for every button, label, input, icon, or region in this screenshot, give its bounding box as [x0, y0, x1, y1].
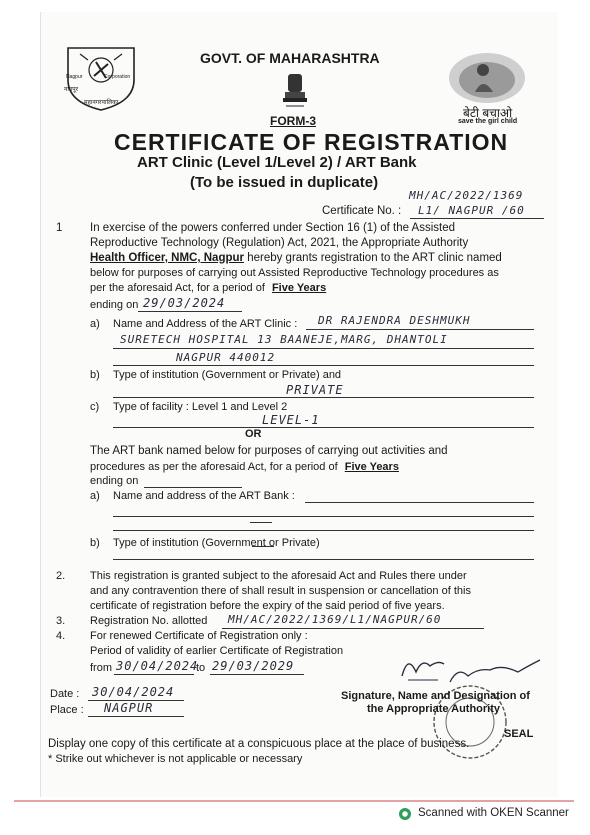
duplicate-note: (To be issued in duplicate)	[190, 174, 379, 191]
to-date: 29/03/2029	[212, 659, 295, 673]
clinic-address-underline-2	[113, 365, 534, 366]
authority-name: Health Officer, NMC, Nagpur	[90, 252, 244, 264]
ashoka-emblem-icon	[280, 70, 310, 112]
certificate-title: CERTIFICATE OF REGISTRATION	[114, 129, 509, 155]
facility-c-text: Type of facility : Level 1 and Level 2	[113, 401, 288, 413]
clinic-a-text: Name and Address of the ART Clinic :	[113, 318, 298, 330]
item1-line5	[90, 282, 326, 294]
period-prefix: per the aforesaid Act, for a period of	[90, 282, 265, 294]
clinic-address-underline-1	[113, 348, 534, 349]
certificate-no-line1: MH/AC/2022/1369	[409, 189, 524, 202]
date-value: 30/04/2024	[92, 685, 175, 699]
bank-a-text: Name and address of the ART Bank :	[113, 490, 295, 502]
institution-b-text: Type of institution (Government or Private) and	[113, 369, 342, 381]
ending-underline	[138, 311, 242, 312]
period-value: Five Years	[271, 282, 327, 294]
signature-caption-2: the Appropriate Authority	[367, 703, 501, 715]
or-divider: OR	[245, 428, 262, 440]
item4-line1: For renewed Certificate of Registration only :	[90, 630, 308, 642]
logo-right-text: बेटी बचाओ	[463, 106, 513, 120]
place-label: Place :	[50, 704, 84, 716]
bank-b-underline	[113, 559, 534, 560]
logo-right-sub: save the girl child	[458, 118, 518, 125]
certificate-subtitle: ART Clinic (Level 1/Level 2) / ART Bank	[137, 154, 417, 171]
item2-line1: This registration is granted subject to the aforesaid Act and Rules there under	[90, 570, 467, 582]
institution-underline	[113, 397, 534, 398]
item4-number: 4.	[56, 630, 66, 642]
from-underline	[114, 674, 194, 675]
clinic-address-2: NAGPUR 440012	[176, 351, 276, 364]
facility-underline	[113, 427, 534, 428]
bank-a-underline-0	[305, 502, 534, 503]
item4-line2: Period of validity of earlier Certificate of Registration	[90, 645, 344, 657]
to-underline	[210, 674, 304, 675]
item1-line4: below for purposes of carrying out Assisted Reproductive Technology procedures as	[90, 267, 499, 279]
scanner-label: Scanned with OKEN Scanner	[418, 807, 569, 819]
item1-line2: Reproductive Technology (Regulation) Act, 2021, the Appropriate Authority	[90, 237, 469, 249]
clinic-name-underline	[306, 329, 534, 330]
emblem-left-text-1: नागपूर	[64, 87, 79, 93]
institution-type: PRIVATE	[286, 383, 344, 397]
page-bottom-line	[14, 800, 574, 802]
item1-line3	[90, 252, 502, 264]
item3-number: 3.	[56, 615, 66, 627]
bank-b-text: Type of institution (Government or Private)	[113, 537, 320, 549]
registration-underline	[222, 628, 484, 629]
bank-period-prefix: procedures as per the aforesaid Act, for a period of	[90, 461, 338, 473]
bank-line2	[90, 461, 399, 473]
certificate-no-label: Certificate No. :	[322, 205, 402, 217]
emblem-left-text-2: महानगरपालिका	[84, 100, 119, 106]
clinic-address-1: SURETECH HOSPITAL 13 BAANEJE,MARG, DHANTOLI	[120, 333, 448, 346]
bank-a-underline-1	[113, 516, 534, 517]
place-value: NAGPUR	[104, 701, 154, 715]
item1-number: 1	[56, 222, 63, 234]
bank-b-underline-mark	[252, 546, 274, 547]
clinic-name: DR RAJENDRA DESHMUKH	[318, 314, 471, 327]
scanner-logo-icon	[398, 807, 412, 821]
facility-c-label: c)	[90, 401, 100, 413]
bank-a-label: a)	[90, 490, 100, 502]
clinic-a-label: a)	[90, 318, 100, 330]
bank-line1: The ART bank named below for purposes of carrying out activities and	[90, 445, 448, 457]
form-number: FORM-3	[270, 114, 316, 128]
authority-rest: hereby grants registration to the ART clinic named	[244, 252, 502, 264]
beti-bachao-logo-icon	[447, 48, 527, 104]
bank-b-label: b)	[90, 537, 100, 549]
item1-line1: In exercise of the powers conferred under Section 16 (1) of the Assisted	[90, 222, 456, 234]
govt-heading: GOVT. OF MAHARASHTRA	[200, 50, 380, 66]
display-note: Display one copy of this certificate at a conspicuous place at the place of business.	[48, 738, 470, 750]
item2-line3: certificate of registration before the expiry of the said period of five years.	[90, 600, 445, 612]
ending-date: 29/03/2024	[143, 296, 226, 310]
emblem-left-text-4: Corporation	[104, 74, 131, 80]
certificate-no-underline	[410, 218, 544, 219]
item2-line2: and any contravention there of shall result in suspension or cancellation of this	[90, 585, 471, 597]
signature-caption-1: Signature, Name and Designation of	[341, 690, 530, 702]
item2-number: 2.	[56, 570, 66, 582]
bank-a-underline-3	[113, 530, 534, 531]
facility-level: LEVEL-1	[262, 413, 320, 427]
from-label: from	[90, 662, 112, 674]
bank-a-underline-2	[250, 522, 272, 523]
bank-ending-underline	[144, 487, 242, 488]
certificate-no-line2: L1/ NAGPUR /60	[418, 204, 525, 217]
place-underline	[88, 716, 184, 717]
registration-number: MH/AC/2022/1369/L1/NAGPUR/60	[228, 613, 442, 626]
to-label: to	[196, 662, 206, 674]
seal-label: SEAL	[504, 728, 534, 740]
emblem-left-text-3: Nagpur	[66, 74, 83, 80]
item3-label: Registration No. allotted	[90, 615, 208, 627]
ending-label: ending on	[90, 299, 139, 311]
bank-period-value: Five Years	[344, 461, 399, 473]
strike-note: * Strike out whichever is not applicable or necessary	[48, 753, 303, 765]
date-label: Date :	[50, 688, 80, 700]
from-date: 30/04/2024	[116, 659, 199, 673]
bank-ending-label: ending on	[90, 475, 139, 487]
institution-b-label: b)	[90, 369, 100, 381]
